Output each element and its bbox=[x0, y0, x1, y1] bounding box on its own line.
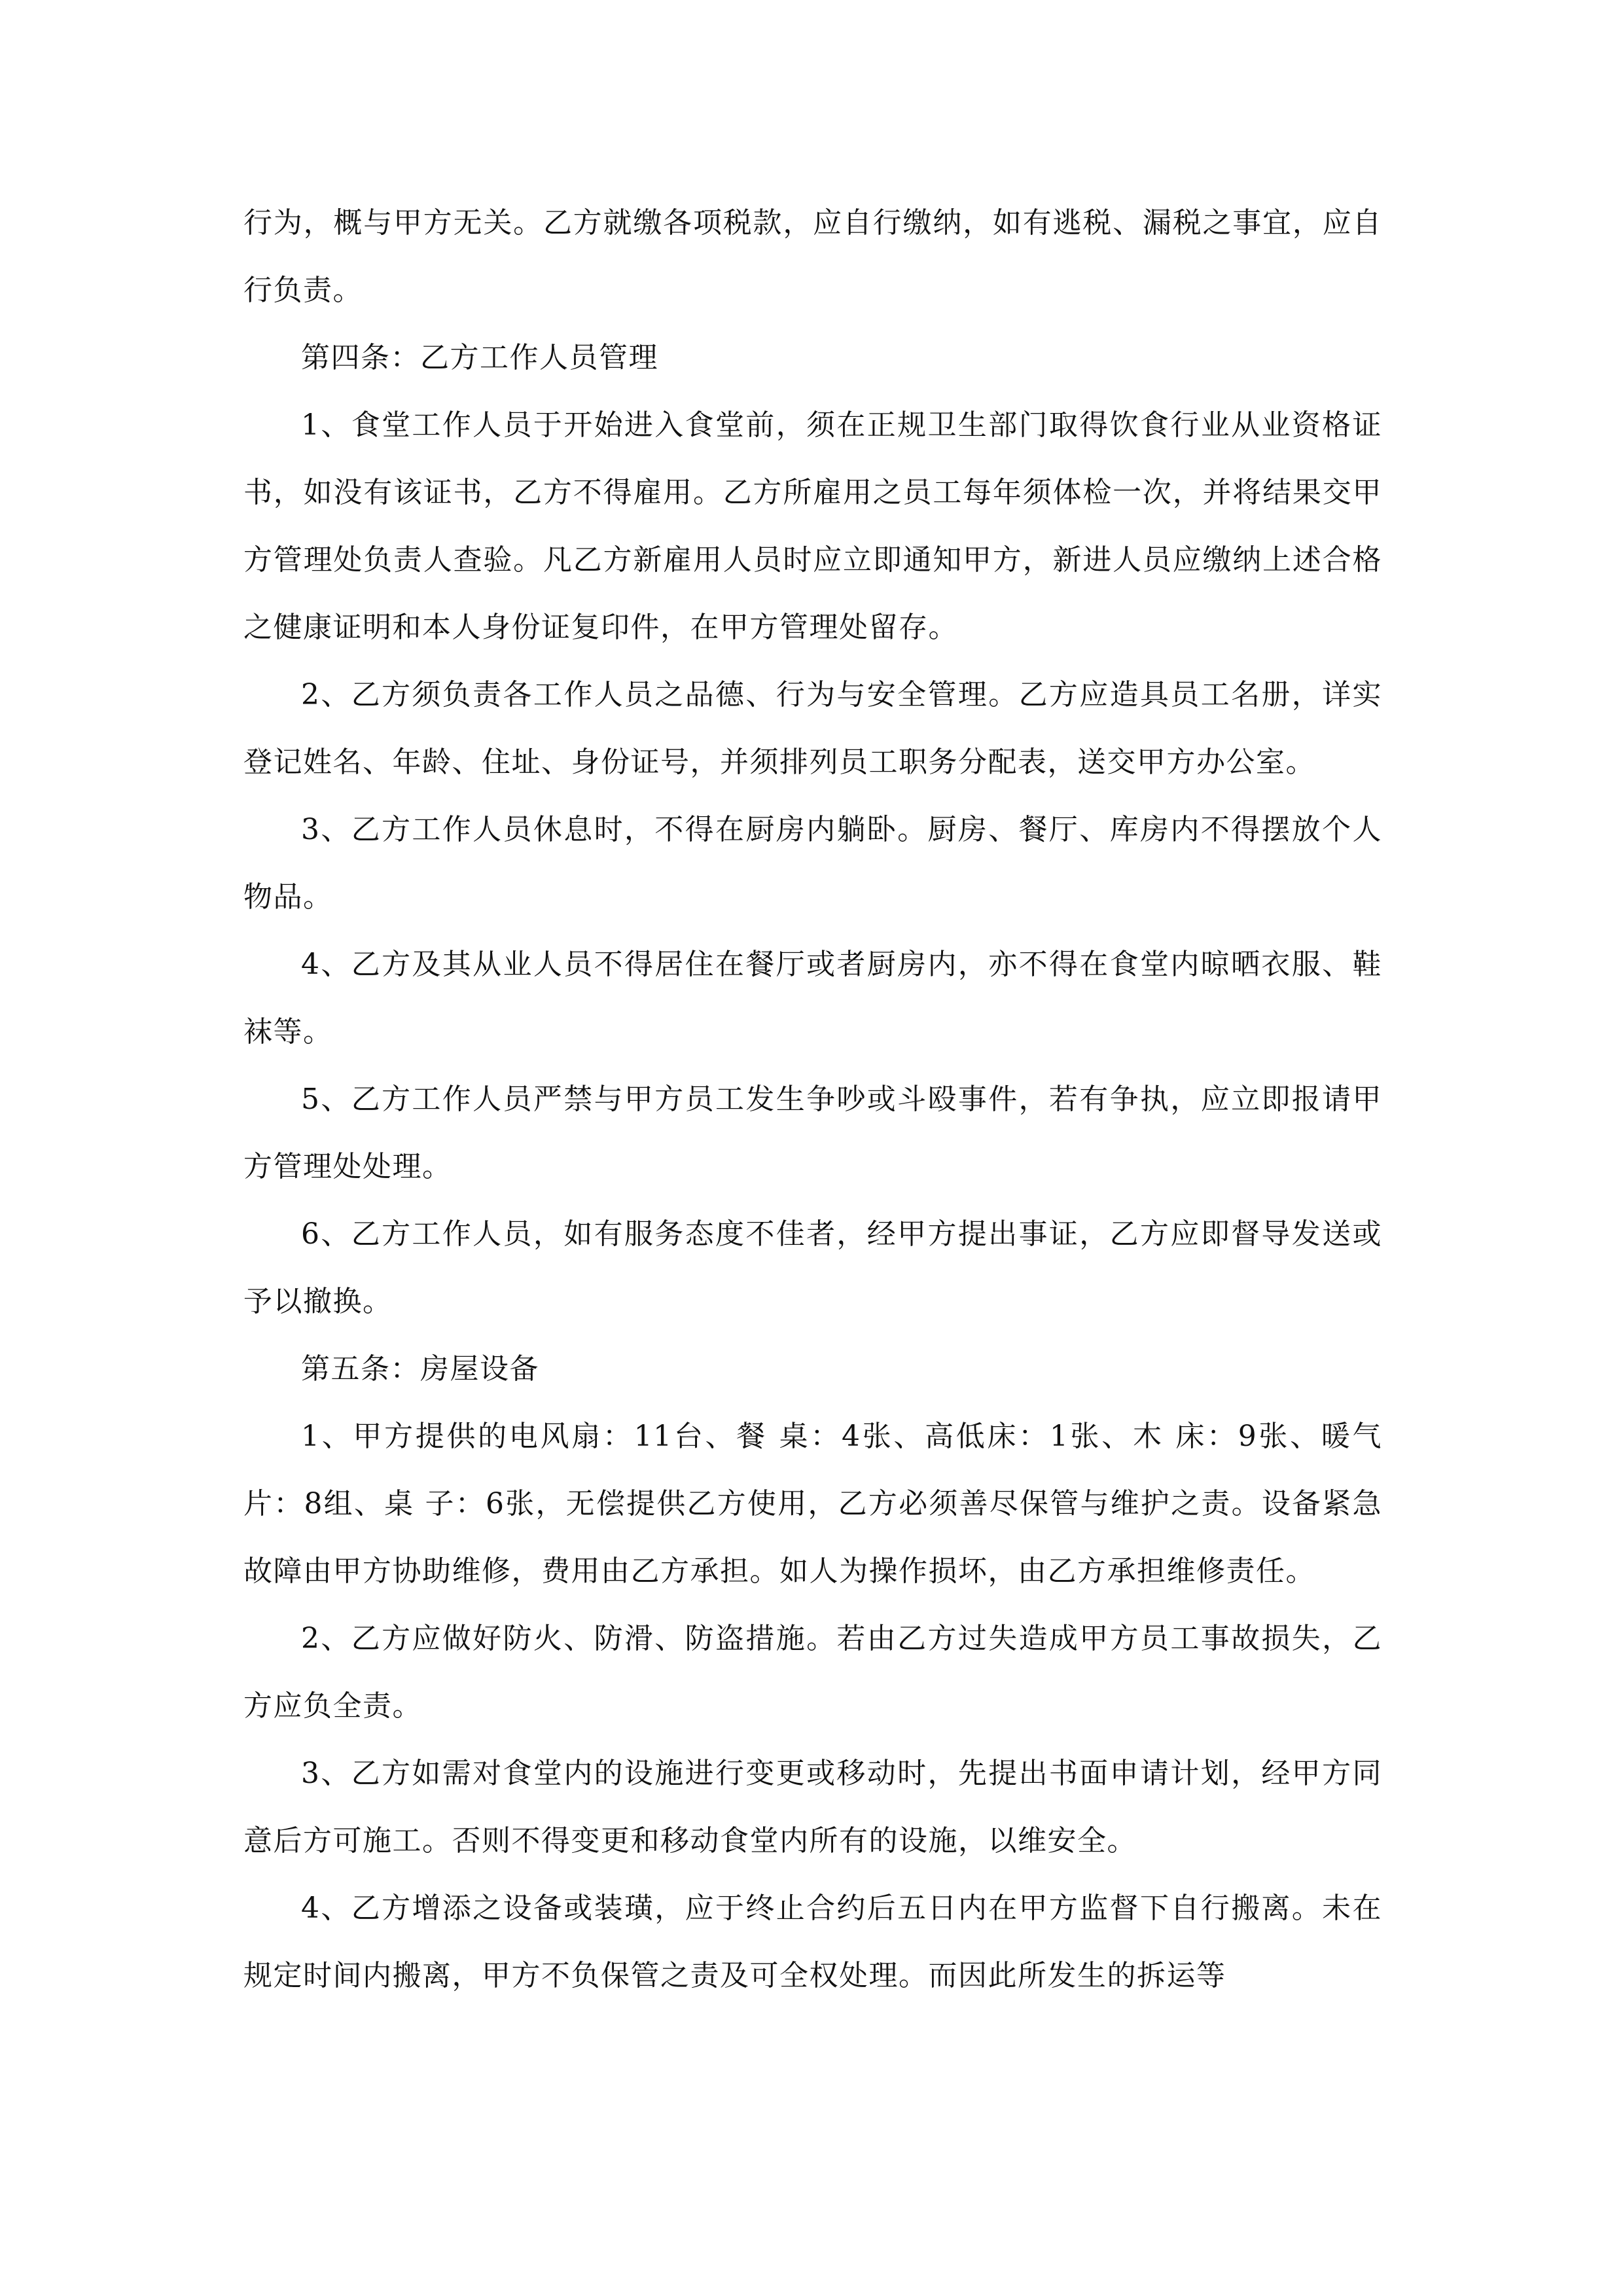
document-body bbox=[243, 189, 1382, 2009]
paragraph-article-four-item-3: 3、乙方工作人员休息时，不得在厨房内躺卧。厨房、餐厅、库房内不得摆放个人物品。 bbox=[243, 813, 1382, 914]
paragraph-article-five-item-4: 4、乙方增添之设备或装璜，应于终止合约后五日内在甲方监督下自行搬离。未在规定时间内搬离，甲方不负保管之责及可全权处理。而因此所发生的拆运等 bbox=[243, 1892, 1382, 1992]
paragraph-article-four-item-1: 1、食堂工作人员于开始进入食堂前，须在正规卫生部门取得饮食行业从业资格证书，如没有该证书，乙方不得雇用。乙方所雇用之员工每年须体检一次，并将结果交甲方管理处负责人查验。凡乙方新雇用人员时应立即通知甲方，新进人员应缴纳上述合格之健康证明和本人身份证复印件，在甲方管理处留存。 bbox=[243, 408, 1382, 644]
heading-article-five: 第五条：房屋设备 bbox=[301, 1352, 539, 1386]
paragraph-article-five-item-2: 2、乙方应做好防火、防滑、防盗措施。若由乙方过失造成甲方员工事故损失，乙方应负全责。 bbox=[243, 1622, 1382, 1723]
paragraph-article-five-item-3: 3、乙方如需对食堂内的设施进行变更或移动时，先提出书面申请计划，经甲方同意后方可施工。否则不得变更和移动食堂内所有的设施，以维安全。 bbox=[243, 1757, 1382, 1857]
paragraph-article-four-item-2: 2、乙方须负责各工作人员之品德、行为与安全管理。乙方应造具员工名册，详实登记姓名、年龄、住址、身份证号，并须排列员工职务分配表，送交甲方办公室。 bbox=[243, 678, 1382, 779]
heading-article-four: 第四条：乙方工作人员管理 bbox=[301, 341, 658, 374]
paragraph-article-four-item-6: 6、乙方工作人员，如有服务态度不佳者，经甲方提出事证，乙方应即督导发送或予以撤换。 bbox=[243, 1217, 1382, 1318]
paragraph-article-five-item-1: 1、甲方提供的电风扇：11台、餐 桌：4张、高低床：1张、木 床：9张、暖气片：8组、桌 子：6张，无偿提供乙方使用，乙方必须善尽保管与维护之责。设备紧急故障由甲方协助维修，费用由乙方承担。如人为操作损坏，由乙方承担维修责任。 bbox=[243, 1420, 1382, 1588]
paragraph-tax-continuation: 行为，概与甲方无关。乙方就缴各项税款，应自行缴纳，如有逃税、漏税之事宜，应自行负责。 bbox=[243, 206, 1382, 307]
paragraph-article-four-item-5: 5、乙方工作人员严禁与甲方员工发生争吵或斗殴事件，若有争执，应立即报请甲方管理处处理。 bbox=[243, 1083, 1382, 1183]
paragraph-article-four-item-4: 4、乙方及其从业人员不得居住在餐厅或者厨房内，亦不得在食堂内晾晒衣服、鞋袜等。 bbox=[243, 948, 1382, 1049]
